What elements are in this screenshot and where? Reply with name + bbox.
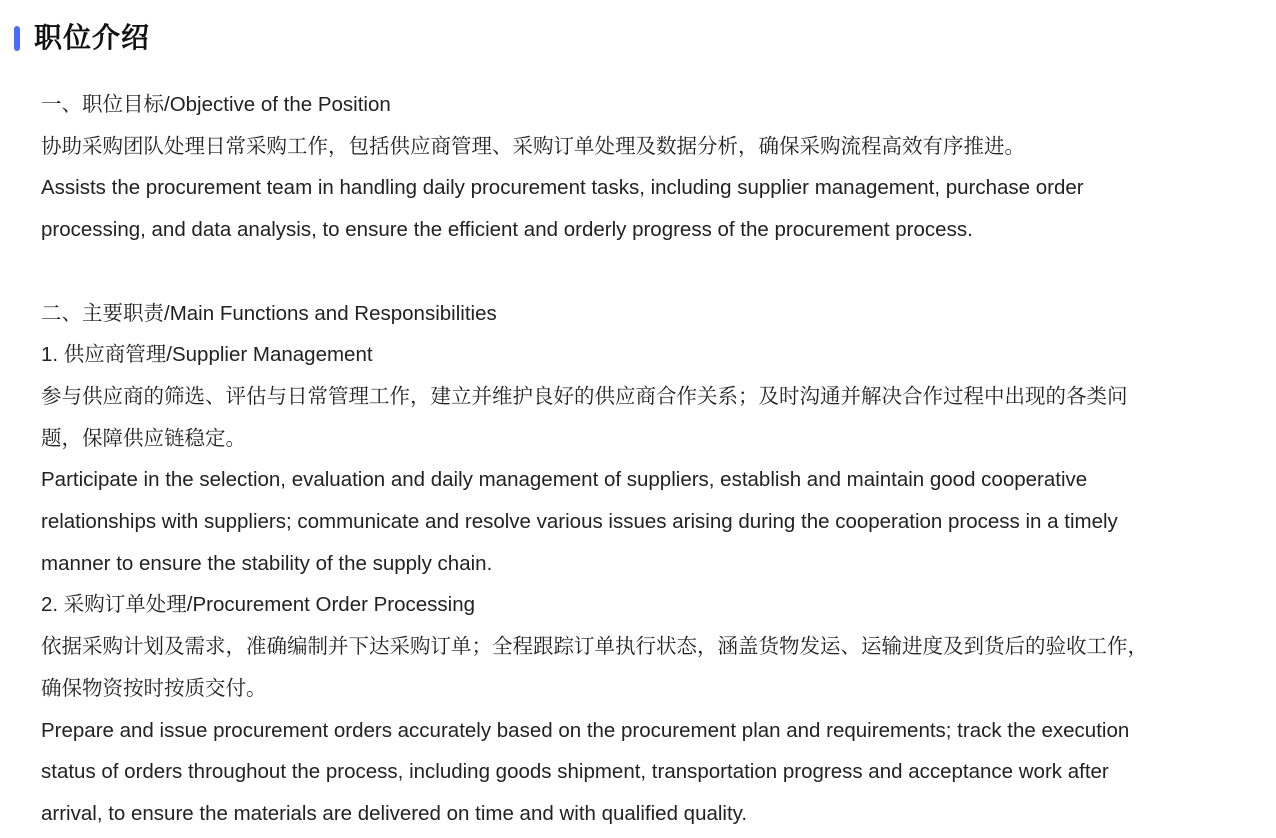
responsibility-supplier-en-line-1: Participate in the selection, evaluation and daily management of suppliers, establish and maintain good cooperative	[41, 468, 1088, 492]
objective-heading: 一、职位目标/Objective of the Position	[41, 93, 391, 116]
title-accent-bar	[14, 26, 20, 51]
objective-en-line-1: Assists the procurement team in handling daily procurement tasks, including supplier management, purchase order	[41, 176, 1084, 200]
section-title: 职位介绍	[34, 22, 151, 53]
responsibility-order-zh-line-2: 确保物资按时按质交付。	[41, 676, 267, 700]
responsibility-order-en-line-1: Prepare and issue procurement orders accurately based on the procurement plan and requirements; track the execution	[41, 718, 1130, 742]
job-description-content	[41, 84, 1266, 835]
responsibility-title-order: 2. 采购订单处理/Procurement Order Processing	[41, 593, 476, 617]
responsibility-supplier-en-line-2: relationships with suppliers; communicate and resolve various issues arising during the cooperation process in a timely	[41, 510, 1118, 534]
section-spacer	[41, 251, 1266, 293]
responsibility-supplier-zh-line-2: 题，保障供应链稳定。	[41, 426, 246, 450]
section-header	[14, 18, 150, 58]
objective-zh-text: 协助采购团队处理日常采购工作，包括供应商管理、采购订单处理及数据分析，确保采购流程高效有序推进。	[41, 134, 1025, 158]
responsibility-order-en-line-3: arrival, to ensure the materials are delivered on time and with qualified quality.	[41, 801, 748, 825]
responsibilities-heading: 二、主要职责/Main Functions and Responsibilities	[41, 301, 497, 325]
objective-en-line-2: processing, and data analysis, to ensure the efficient and orderly progress of the procurement process.	[41, 218, 973, 242]
responsibility-order-en-line-2: status of orders throughout the process, including goods shipment, transportation progress and acceptance work after	[41, 760, 1109, 784]
responsibility-supplier-zh-line-1: 参与供应商的筛选、评估与日常管理工作，建立并维护良好的供应商合作关系；及时沟通并解决合作过程中出现的各类问	[41, 384, 1128, 408]
responsibility-supplier-en-line-3: manner to ensure the stability of the supply chain.	[41, 551, 493, 575]
responsibility-title-supplier: 1. 供应商管理/Supplier Management	[41, 343, 373, 367]
responsibility-order-zh-line-1: 依据采购计划及需求，准确编制并下达采购订单；全程跟踪订单执行状态，涵盖货物发运、运输进度及到货后的验收工作，	[41, 635, 1148, 659]
